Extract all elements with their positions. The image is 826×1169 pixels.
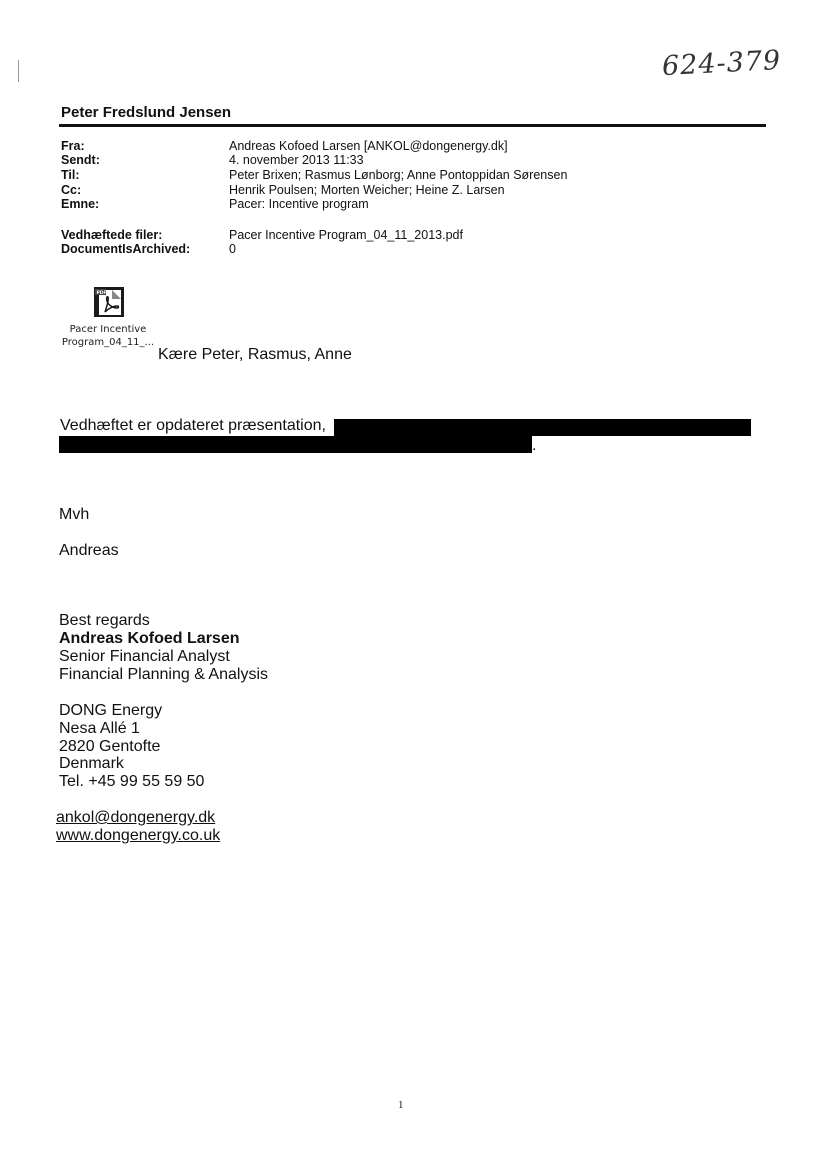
archived-value: 0: [229, 242, 236, 256]
sent-value: 4. november 2013 11:33: [229, 153, 364, 167]
to-value: Peter Brixen; Rasmus Lønborg; Anne Pontoppidan Sørensen: [229, 168, 568, 182]
body-line-2-period: .: [532, 437, 537, 454]
svg-text:PDF: PDF: [96, 291, 107, 296]
subject-value: Pacer: Incentive program: [229, 197, 369, 211]
sent-label: Sendt:: [61, 153, 100, 167]
sender-first-name: Andreas: [59, 542, 119, 559]
cc-label: Cc:: [61, 183, 82, 197]
handwritten-document-number: 624-379: [661, 44, 782, 83]
sender-title: Senior Financial Analyst: [59, 648, 230, 665]
email-link[interactable]: ankol@dongenergy.dk: [56, 809, 216, 826]
attachments-label: Vedhæftede filer:: [61, 228, 163, 242]
phone-number: Tel. +45 99 55 59 50: [59, 773, 205, 790]
mailbox-owner-name: Peter Fredslund Jensen: [61, 104, 232, 121]
header-divider: [59, 124, 766, 127]
scan-artifact: [18, 60, 19, 82]
pdf-file-icon[interactable]: [93, 286, 125, 318]
sender-name: Andreas Kofoed Larsen: [59, 630, 240, 647]
subject-label: Emne:: [61, 197, 100, 211]
from-value: Andreas Kofoed Larsen [ANKOL@dongenergy.dk]: [229, 139, 508, 153]
website-link[interactable]: www.dongenergy.co.uk: [56, 827, 221, 844]
greeting: Kære Peter, Rasmus, Anne: [158, 346, 352, 363]
to-label: Til:: [61, 168, 80, 182]
attachment-filename[interactable]: Pacer Incentive Program_04_11_...: [61, 324, 155, 348]
attachments-value: Pacer Incentive Program_04_11_2013.pdf: [229, 228, 463, 242]
sender-department: Financial Planning & Analysis: [59, 666, 269, 683]
closing: Mvh: [59, 506, 90, 523]
redaction-bar: [59, 436, 532, 453]
page-number: 1: [398, 1099, 404, 1111]
redaction-bar: [334, 419, 751, 436]
body-line-1: Vedhæftet er opdateret præsentation,: [60, 417, 326, 434]
company-name: DONG Energy: [59, 702, 163, 719]
regards: Best regards: [59, 612, 150, 629]
from-label: Fra:: [61, 139, 85, 153]
archived-label: DocumentIsArchived:: [61, 242, 191, 256]
city: 2820 Gentofte: [59, 738, 161, 755]
street-address: Nesa Allé 1: [59, 720, 140, 737]
country: Denmark: [59, 755, 124, 772]
cc-value: Henrik Poulsen; Morten Weicher; Heine Z. Larsen: [229, 183, 505, 197]
